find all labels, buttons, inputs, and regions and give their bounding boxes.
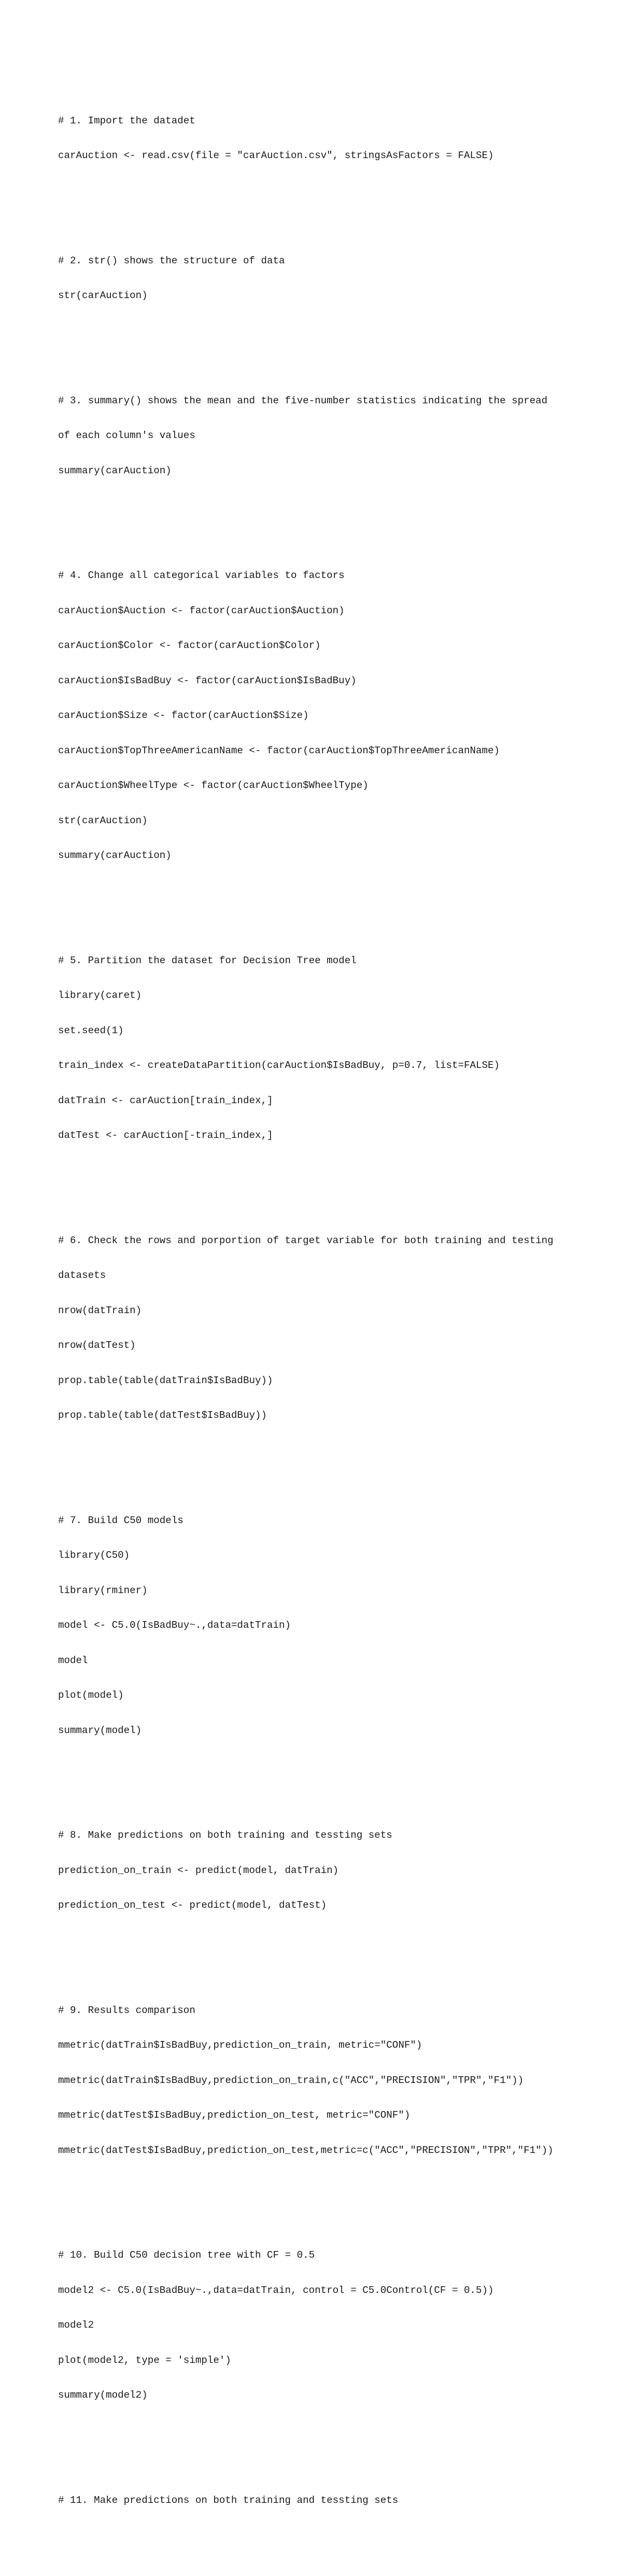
code-line: mmetric(datTest$IsBadBuy,prediction_on_test, metric="CONF") (58, 2109, 411, 2121)
code-line: carAuction$TopThreeAmericanName <- factor(carAuction$TopThreeAmericanName) (58, 744, 500, 756)
code-comment-continued: of each column's values (58, 430, 195, 441)
code-line: prop.table(table(datTest$IsBadBuy)) (58, 1410, 267, 1421)
code-comment: # 5. Partition the dataset for Decision Tree model (58, 954, 357, 966)
code-comment: # 1. Import the datadet (58, 115, 195, 126)
code-block-check-rows (58, 1212, 607, 1445)
code-line: model2 <- C5.0(IsBadBuy~.,data=datTrain, control = C5.0Control(CF = 0.5)) (58, 2284, 494, 2296)
code-line: plot(model2, type = 'simple') (58, 2354, 231, 2366)
code-comment: # 2. str() shows the structure of data (58, 255, 285, 266)
code-line: library(C50) (58, 1550, 130, 1561)
code-line: carAuction$WheelType <- factor(carAuction$WheelType) (58, 780, 369, 791)
code-line: library(caret) (58, 990, 142, 1001)
code-line: mmetric(datTrain$IsBadBuy,prediction_on_train,c("ACC","PRECISION","TPR","F1")) (58, 2074, 524, 2086)
code-comment: # 8. Make predictions on both training and tessting sets (58, 1829, 392, 1841)
code-line: model2 (58, 2319, 94, 2331)
code-comment: # 6. Check the rows and porportion of target variable for both training and testing (58, 1234, 554, 1246)
code-line: summary(model) (58, 1724, 142, 1736)
code-line: prediction_on_test <- predict(model, datTest) (58, 1899, 327, 1911)
code-line: set.seed(1) (58, 1024, 124, 1036)
code-line: carAuction$IsBadBuy <- factor(carAuction$IsBadBuy) (58, 674, 357, 686)
code-comment: # 11. Make predictions on both training and tessting sets (58, 2494, 399, 2506)
code-line: datTest <- carAuction[-train_index,] (58, 1130, 273, 1141)
code-comment: # 3. summary() shows the mean and the five-number statistics indicating the spread (58, 395, 548, 406)
code-comment: # 7. Build C50 models (58, 1514, 183, 1526)
code-line: model (58, 1654, 88, 1666)
code-line: carAuction$Auction <- factor(carAuction$Auction) (58, 604, 345, 616)
code-line: str(carAuction) (58, 290, 148, 301)
code-line: nrow(datTrain) (58, 1304, 142, 1316)
code-comment-continued: datasets (58, 1270, 106, 1281)
code-line: prediction_on_train <- predict(model, datTrain) (58, 1864, 339, 1876)
code-block-results (58, 1981, 607, 2180)
code-comment: # 9. Results comparison (58, 2004, 195, 2016)
code-line: datTrain <- carAuction[train_index,] (58, 1094, 273, 1106)
code-line: summary(model2) (58, 2389, 148, 2401)
code-block-partition (58, 932, 607, 1165)
code-line: model <- C5.0(IsBadBuy~.,data=datTrain) (58, 1620, 291, 1631)
code-comment: # 10. Build C50 decision tree with CF = 0.5 (58, 2249, 315, 2261)
code-line: mmetric(datTest$IsBadBuy,prediction_on_test,metric=c("ACC","PRECISION","TPR","F1")) (58, 2144, 554, 2156)
code-block-import (58, 92, 607, 185)
code-line: carAuction$Size <- factor(carAuction$Size) (58, 710, 309, 721)
code-line: nrow(datTest) (58, 1340, 136, 1351)
code-block-summary (58, 372, 607, 500)
code-line: str(carAuction) (58, 814, 148, 826)
code-line: train_index <- createDataPartition(carAuction$IsBadBuy, p=0.7, list=FALSE) (58, 1060, 500, 1071)
code-line: plot(model) (58, 1690, 124, 1701)
code-block-str (58, 232, 607, 325)
code-line: summary(carAuction) (58, 850, 172, 861)
code-line: summary(carAuction) (58, 464, 172, 476)
code-comment: # 4. Change all categorical variables to factors (58, 570, 345, 581)
code-listing (58, 57, 607, 2576)
code-block-factors (58, 546, 607, 885)
code-line: prop.table(table(datTrain$IsBadBuy)) (58, 1374, 273, 1386)
code-block-build-c50 (58, 1491, 607, 1760)
code-line: library(rminer) (58, 1584, 148, 1596)
code-line: carAuction$Color <- factor(carAuction$Color) (58, 640, 321, 651)
code-block-predictions-2 (58, 2471, 607, 2530)
code-line: carAuction <- read.csv(file = "carAuction.csv", stringsAsFactors = FALSE) (58, 150, 494, 161)
code-line: mmetric(datTrain$IsBadBuy,prediction_on_train, metric="CONF") (58, 2039, 422, 2051)
code-block-build-cf (58, 2226, 607, 2425)
code-block-predictions (58, 1806, 607, 1935)
